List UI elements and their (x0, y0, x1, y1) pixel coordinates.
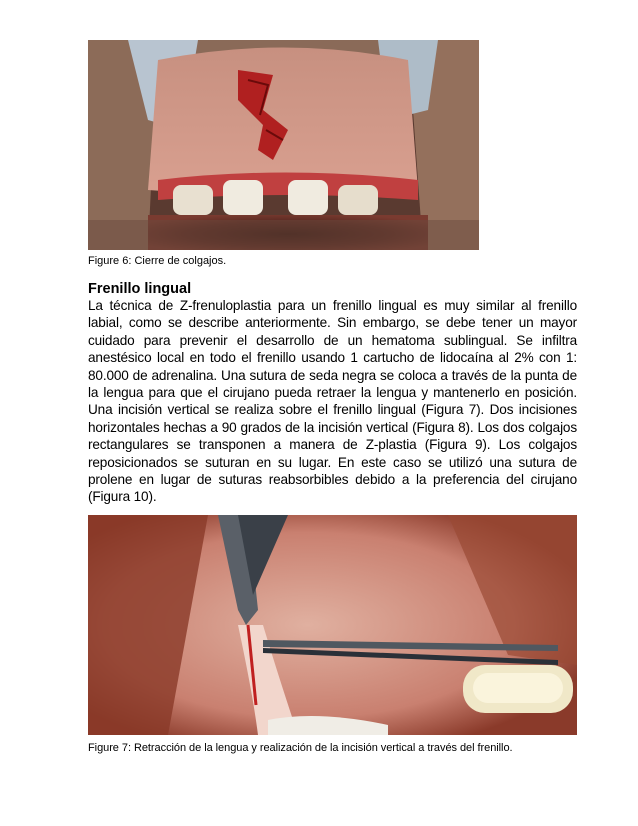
figure-6-image (88, 40, 479, 250)
section-heading: Frenillo lingual (88, 281, 192, 297)
figure-7-caption: Figure 7: Retracción de la lengua y realización de la incisión vertical a través del frenillo. (88, 742, 513, 754)
figure-7-photo-illustration (88, 515, 577, 735)
figure-6-caption: Figure 6: Cierre de colgajos. (88, 255, 227, 267)
body-paragraph: La técnica de Z-frenuloplastia para un frenillo lingual es muy similar al frenillo labial, como se describe anteriormente. Sin embargo, se debe tener un mayor cuidado para prevenir el desarrollo de un hematoma sublingual. Se infiltra anestésico local en todo el frenillo usando 1 cartucho de lidocaína al 2% con 1: 80.000 de adrenalina. Una sutura de seda negra se coloca a través de la punta de la lengua para que el cirujano pueda retraer la lengua y mantenerlo en posición. Una incisión vertical se realiza sobre el frenillo lingual (Figura 7). Dos incisiones horizontales hechas a 90 grados de la incisión vertical (Figura 8). Los dos colgajos rectangulares se transponen a manera de Z-plastia (Figura 9). Los colgajos reposicionados se suturan en su lugar. En este caso se utilizó una sutura de prolene en lugar de suturas reabsorbibles debido a la preferencia del cirujano (Figura 10). (88, 298, 577, 505)
figure-6-photo-illustration (88, 40, 479, 250)
figure-7-image (88, 515, 577, 735)
